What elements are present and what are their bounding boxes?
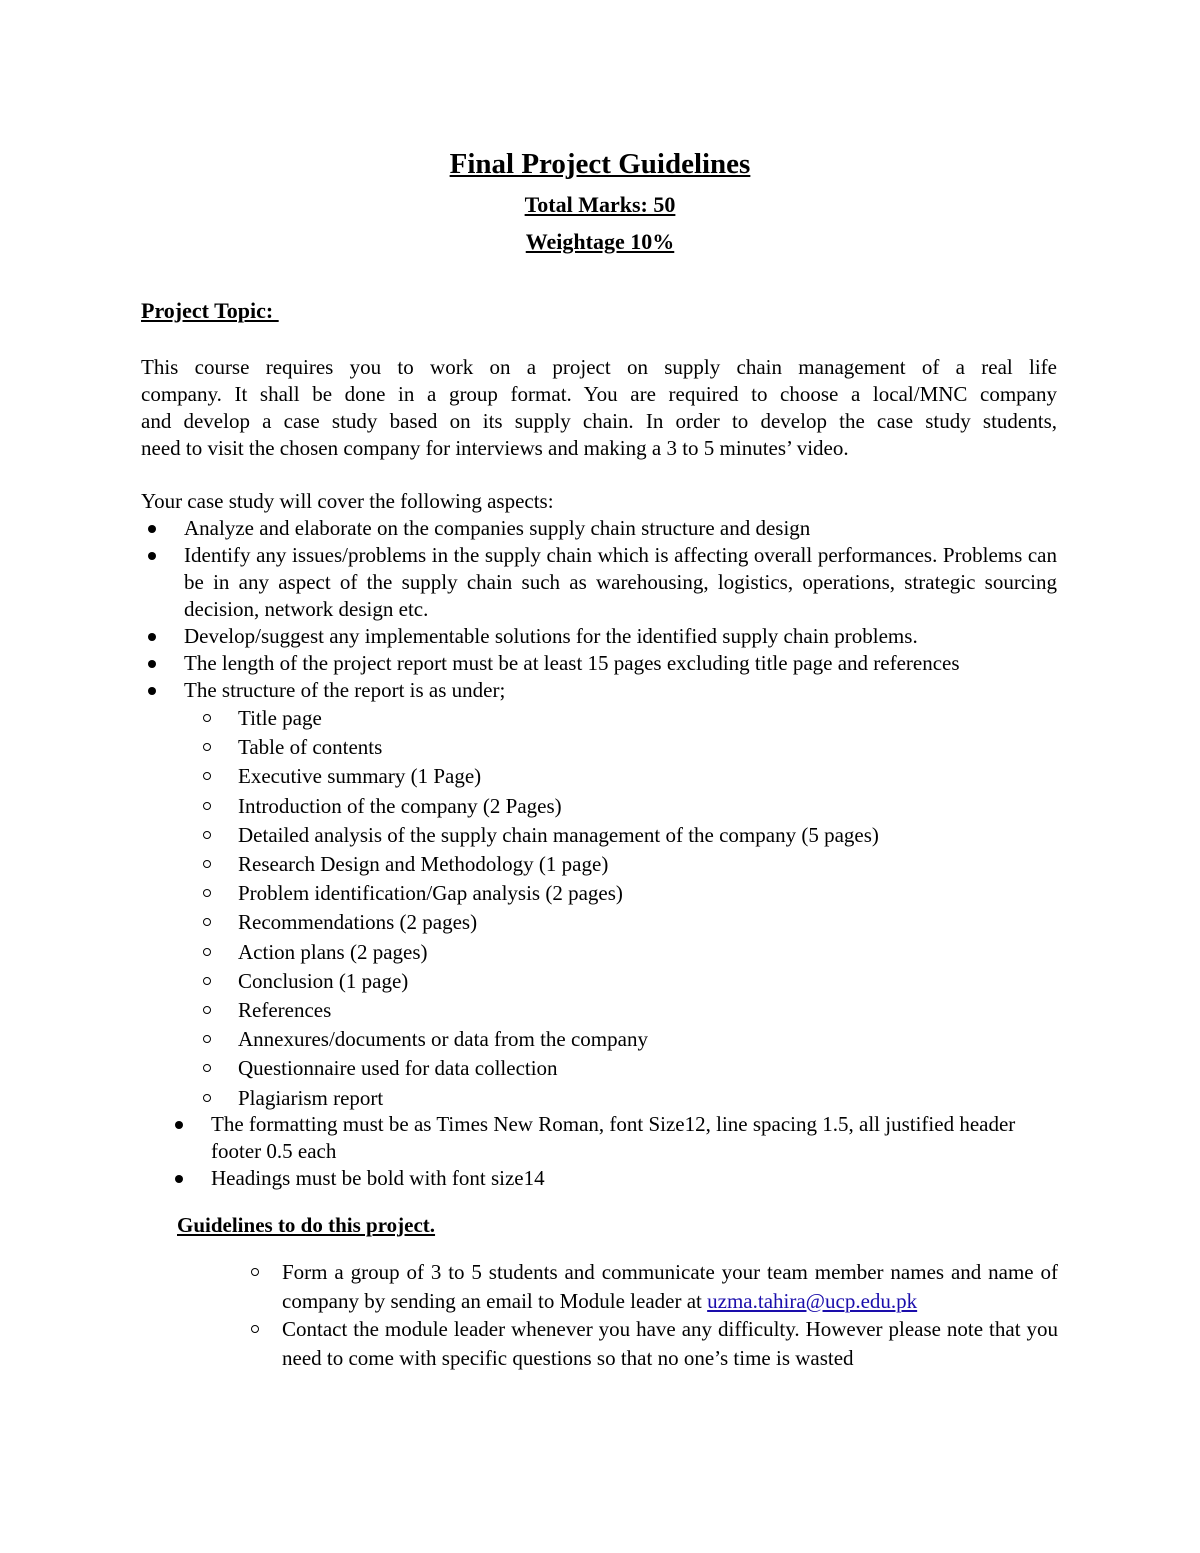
list-item xyxy=(141,515,1057,542)
circle-bullet-icon xyxy=(203,802,211,810)
guidelines-list xyxy=(240,1258,1058,1372)
circle-bullet-icon xyxy=(203,918,211,926)
intro-paragraph xyxy=(141,354,1057,462)
list-item-text: Detailed analysis of the supply chain management of the company (5 pages) xyxy=(238,822,879,847)
total-marks: Total Marks: 50 xyxy=(524,192,676,217)
list-item xyxy=(197,908,879,937)
list-item xyxy=(197,821,879,850)
list-item-text: Action plans (2 pages) xyxy=(238,939,428,964)
circle-bullet-icon xyxy=(203,977,211,985)
bullet-icon xyxy=(148,525,156,533)
list-item-text: Contact the module leader whenever you have any difficulty. However please note that you need to come with specific questions so that no one’s time is wasted xyxy=(282,1317,1058,1370)
list-item xyxy=(197,1084,879,1113)
list-item-text: The formatting must be as Times New Roman, font Size12, line spacing 1.5, all justified header footer 0.5 each xyxy=(211,1112,1016,1163)
circle-bullet-icon xyxy=(251,1325,259,1333)
list-item-text: Questionnaire used for data collection xyxy=(238,1056,558,1081)
list-item-text: Table of contents xyxy=(238,735,383,760)
list-item-text: Research Design and Methodology (1 page) xyxy=(238,852,609,877)
list-item xyxy=(141,623,1057,650)
bullet-icon xyxy=(148,633,156,641)
list-item-text: The length of the project report must be at least 15 pages excluding title page and references xyxy=(184,651,960,675)
list-item xyxy=(197,938,879,967)
list-item xyxy=(240,1258,1058,1315)
bullet-icon xyxy=(148,552,156,560)
circle-bullet-icon xyxy=(203,1094,211,1102)
list-item xyxy=(197,733,879,762)
circle-bullet-icon xyxy=(203,714,211,722)
list-item xyxy=(141,650,1057,677)
document-title: Final Project Guidelines xyxy=(449,148,751,180)
list-item-text: Conclusion (1 page) xyxy=(238,968,409,993)
list-item-text: Introduction of the company (2 Pages) xyxy=(238,793,562,818)
weightage: Weightage 10% xyxy=(525,229,675,254)
circle-bullet-icon xyxy=(203,889,211,897)
list-item-text: Problem identification/Gap analysis (2 pages) xyxy=(238,881,623,906)
aspects-list xyxy=(141,515,1057,704)
formatting-list xyxy=(168,1111,1068,1192)
list-item xyxy=(197,879,879,908)
intro-line: and develop a case study based on its supply chain. In order to develop the case study students, xyxy=(141,409,1057,433)
list-item xyxy=(141,542,1057,623)
list-item-text: The structure of the report is as under; xyxy=(184,678,506,702)
list-item-text: Title page xyxy=(238,706,322,730)
intro-line: need to visit the chosen company for interviews and making a 3 to 5 minutes’ video. xyxy=(141,436,849,460)
bullet-icon xyxy=(148,660,156,668)
bullet-icon xyxy=(175,1121,183,1129)
list-item xyxy=(197,1054,879,1083)
bullet-icon xyxy=(175,1175,183,1183)
circle-bullet-icon xyxy=(203,948,211,956)
guidelines-heading: Guidelines to do this project. xyxy=(177,1213,436,1237)
circle-bullet-icon xyxy=(203,1006,211,1014)
list-item-text: Analyze and elaborate on the companies supply chain structure and design xyxy=(184,516,811,540)
list-item xyxy=(197,762,879,791)
list-item-text: Identify any issues/problems in the supply chain which is affecting overall performances. Problems can be in any aspect of the supply chain such as warehousing, logistics, operations, strategic sourcing decision, network design etc. xyxy=(184,543,1057,621)
bullet-icon xyxy=(148,687,156,695)
list-item-text: Annexures/documents or data from the company xyxy=(238,1027,648,1052)
circle-bullet-icon xyxy=(203,831,211,839)
list-item-text: Plagiarism report xyxy=(238,1085,384,1110)
report-structure-list xyxy=(197,704,879,1113)
circle-bullet-icon xyxy=(203,1035,211,1043)
list-item xyxy=(197,850,879,879)
list-item xyxy=(197,792,879,821)
circle-bullet-icon xyxy=(251,1268,259,1276)
list-item-text: Form a group of 3 to 5 students and communicate your team member names and name of company by sending an email to Module leader at xyxy=(282,1260,1058,1313)
list-item xyxy=(168,1165,1068,1192)
list-item xyxy=(197,967,879,996)
circle-bullet-icon xyxy=(203,1064,211,1072)
module-leader-email-link[interactable]: uzma.tahira@ucp.edu.pk xyxy=(707,1288,918,1313)
list-item-text: Headings must be bold with font size14 xyxy=(211,1166,545,1190)
list-item xyxy=(197,704,879,733)
list-item-text: References xyxy=(238,998,332,1023)
intro-line: This course requires you to work on a project on supply chain management of a real life xyxy=(141,355,1057,379)
list-item-text: Executive summary (1 Page) xyxy=(238,764,482,789)
list-item xyxy=(141,677,1057,704)
list-item xyxy=(197,1025,879,1054)
list-item-text: Develop/suggest any implementable solutions for the identified supply chain problems. xyxy=(184,624,918,648)
circle-bullet-icon xyxy=(203,860,211,868)
list-item xyxy=(168,1111,1068,1165)
list-item xyxy=(197,996,879,1025)
project-topic-heading: Project Topic: xyxy=(141,298,279,323)
circle-bullet-icon xyxy=(203,743,211,751)
list-item xyxy=(240,1315,1058,1372)
intro-line: company. It shall be done in a group format. You are required to choose a local/MNC company xyxy=(141,382,1057,406)
list-item-text: Recommendations (2 pages) xyxy=(238,910,478,935)
aspects-intro: Your case study will cover the following aspects: xyxy=(141,489,554,513)
circle-bullet-icon xyxy=(203,772,211,780)
